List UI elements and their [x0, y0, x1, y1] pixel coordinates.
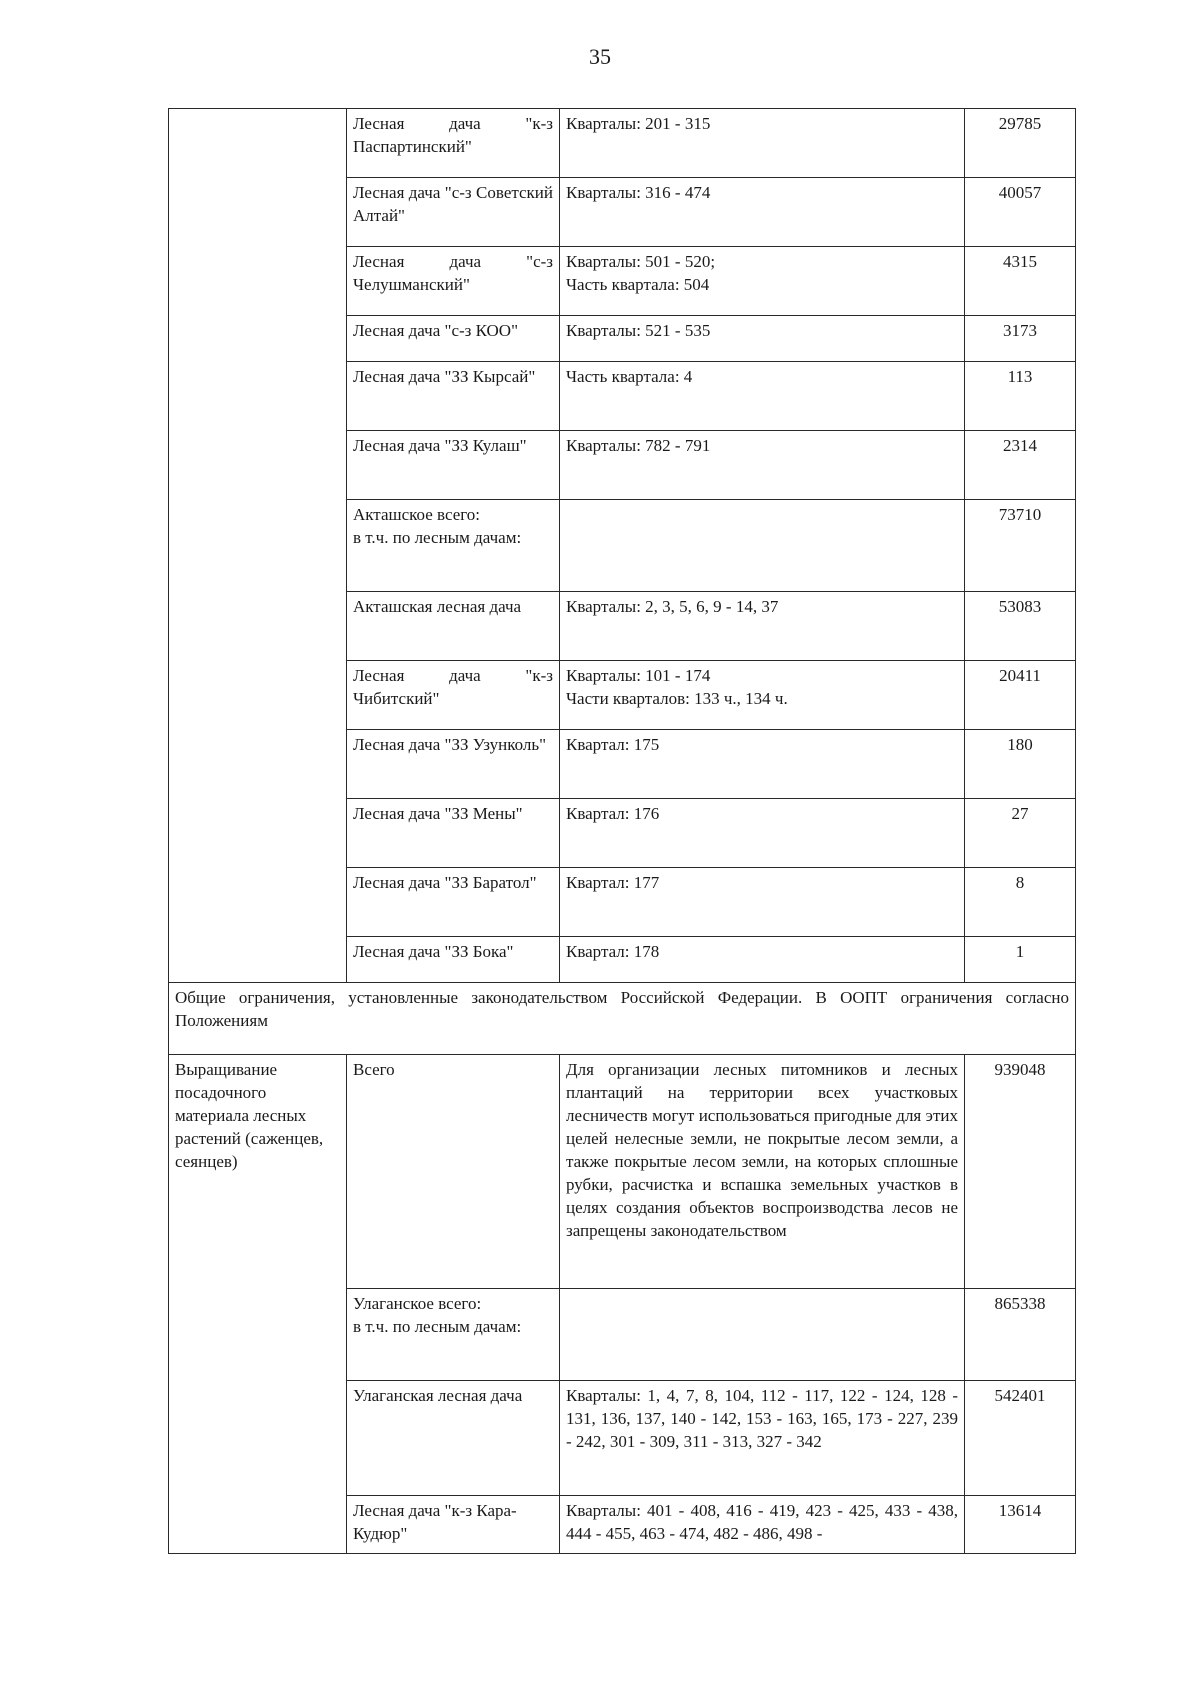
quarters-cell: Кварталы: 401 - 408, 416 - 419, 423 - 425, 433 - 438, 444 - 455, 463 - 474, 482 - 486, 498 -	[560, 1496, 965, 1554]
forest-dacha-name: Лесная дача "с-з КОО"	[347, 316, 560, 362]
quarters-line: Кварталы: 101 - 174	[566, 666, 711, 685]
area-cell: 113	[965, 362, 1076, 431]
general-restrictions-text: Общие ограничения, установленные законодательством Российской Федерации. В ООПТ ограничения согласно Положениям	[169, 983, 1076, 1055]
forest-dacha-name: Акташская лесная дача	[347, 592, 560, 661]
quarters-cell: Часть квартала: 4	[560, 362, 965, 431]
forest-dacha-name: Лесная дача "с-з Советский Алтай"	[347, 178, 560, 247]
subtotal-sublabel: в т.ч. по лесным дачам:	[353, 528, 522, 547]
page-number: 35	[589, 44, 611, 69]
quarters-cell: Кварталы: 316 - 474	[560, 178, 965, 247]
forest-dacha-name: Лесная дача "к-з Кара-Кудюр"	[347, 1496, 560, 1554]
quarters-line: Часть квартала: 504	[566, 275, 710, 294]
area-cell: 27	[965, 799, 1076, 868]
area-cell: 180	[965, 730, 1076, 799]
quarters-cell: Кварталы: 201 - 315	[560, 109, 965, 178]
area-cell: 4315	[965, 247, 1076, 316]
forest-use-table	[168, 108, 1076, 1554]
quarters-line: Части кварталов: 133 ч., 134 ч.	[566, 689, 788, 708]
area-cell: 13614	[965, 1496, 1076, 1554]
quarters-cell	[560, 1289, 965, 1381]
total-label-cell: Всего	[347, 1055, 560, 1289]
subtotal-sublabel: в т.ч. по лесным дачам:	[353, 1317, 522, 1336]
area-cell: 3173	[965, 316, 1076, 362]
forest-dacha-name: Лесная дача "к-з Чибитский"	[347, 661, 560, 730]
quarters-line: Кварталы: 501 - 520;	[566, 252, 716, 271]
area-cell: 20411	[965, 661, 1076, 730]
forest-dacha-name: Лесная дача "ЗЗ Кырсай"	[347, 362, 560, 431]
forest-dacha-name: Лесная дача "ЗЗ Мены"	[347, 799, 560, 868]
forest-dacha-name: Лесная дача "к-з Паспартинский"	[347, 109, 560, 178]
area-cell: 40057	[965, 178, 1076, 247]
forest-dacha-name: Лесная дача "с-з Челушманский"	[347, 247, 560, 316]
subtotal-name-cell	[347, 1289, 560, 1381]
quarters-cell	[560, 500, 965, 592]
forest-dacha-name: Лесная дача "ЗЗ Баратол"	[347, 868, 560, 937]
activity-cell-empty	[169, 109, 347, 983]
area-cell: 29785	[965, 109, 1076, 178]
forest-dacha-name: Лесная дача "ЗЗ Бока"	[347, 937, 560, 983]
subtotal-name-cell	[347, 500, 560, 592]
quarters-cell: Кварталы: 1, 4, 7, 8, 104, 112 - 117, 122 - 124, 128 - 131, 136, 137, 140 - 142, 153 - 163, 165, 173 - 227, 239 - 242, 301 - 309, 311 - 313, 327 - 342	[560, 1381, 965, 1496]
usage-description-cell: Для организации лесных питомников и лесных плантаций на территории всех участковых лесничеств могут использоваться пригодные для этих целей нелесные земли, не покрытые лесом земли, а также покрытые лесом земли, на которых сплошные рубки, расчистка и вспашка земельных участков в целях создания объектов воспроизводства лесов не запрещены законодательством	[560, 1055, 965, 1289]
area-cell: 73710	[965, 500, 1076, 592]
area-cell: 542401	[965, 1381, 1076, 1496]
quarters-cell: Квартал: 178	[560, 937, 965, 983]
area-cell: 865338	[965, 1289, 1076, 1381]
quarters-cell: Кварталы: 782 - 791	[560, 431, 965, 500]
subtotal-label: Улаганское всего:	[353, 1294, 482, 1313]
quarters-cell	[560, 247, 965, 316]
quarters-cell: Кварталы: 2, 3, 5, 6, 9 - 14, 37	[560, 592, 965, 661]
forest-dacha-name: Лесная дача "ЗЗ Узунколь"	[347, 730, 560, 799]
area-cell: 939048	[965, 1055, 1076, 1289]
forest-dacha-name: Улаганская лесная дача	[347, 1381, 560, 1496]
area-cell: 8	[965, 868, 1076, 937]
area-cell: 1	[965, 937, 1076, 983]
forest-dacha-name: Лесная дача "ЗЗ Кулаш"	[347, 431, 560, 500]
quarters-cell: Квартал: 175	[560, 730, 965, 799]
quarters-cell: Квартал: 176	[560, 799, 965, 868]
subtotal-label: Акташское всего:	[353, 505, 481, 524]
activity-type-cell: Выращивание посадочного материала лесных растений (саженцев, сеянцев)	[169, 1055, 347, 1554]
area-cell: 53083	[965, 592, 1076, 661]
quarters-cell: Кварталы: 521 - 535	[560, 316, 965, 362]
general-restrictions-row	[169, 983, 1076, 1055]
area-cell: 2314	[965, 431, 1076, 500]
table-row	[169, 1055, 1076, 1289]
quarters-cell	[560, 661, 965, 730]
table-row	[169, 109, 1076, 178]
quarters-cell: Квартал: 177	[560, 868, 965, 937]
